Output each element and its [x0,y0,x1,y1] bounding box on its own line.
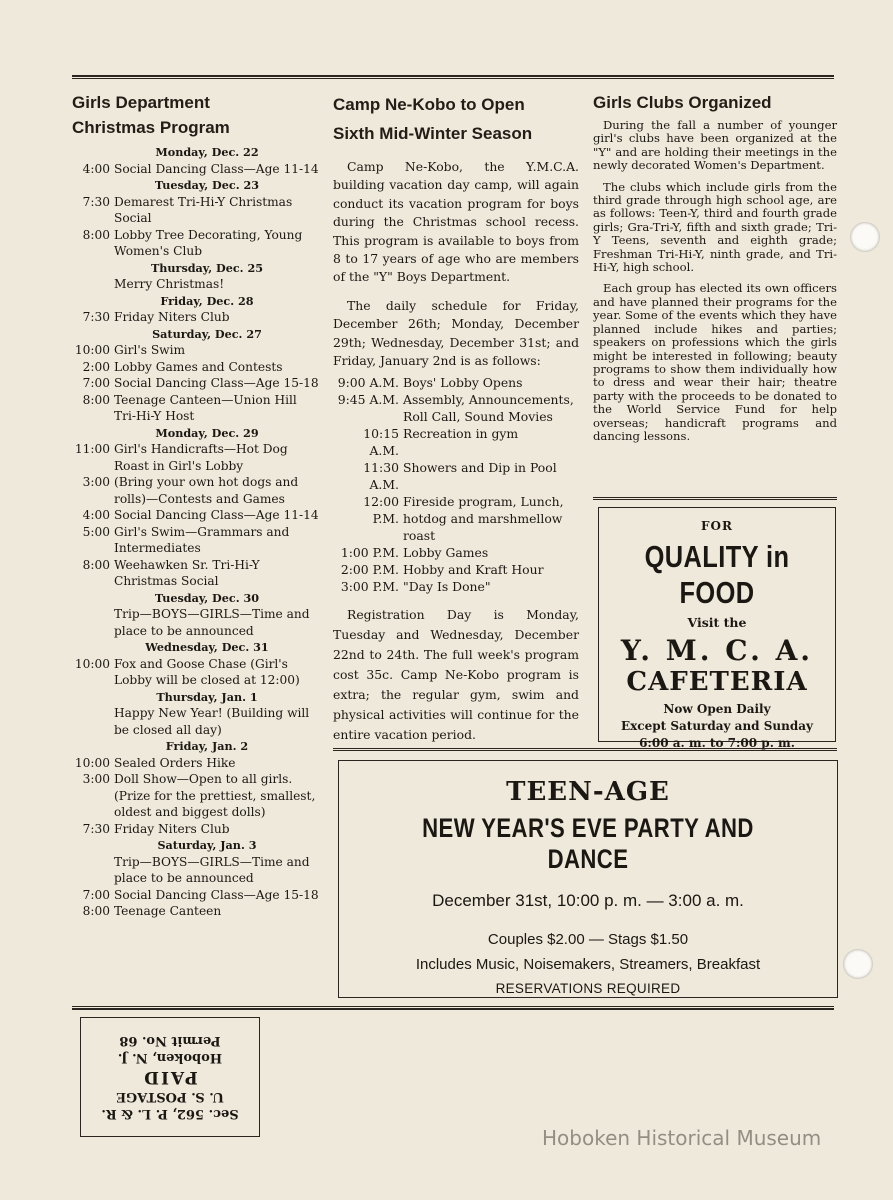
camp-schedule-time: 1:00 P.M. [340,545,399,561]
ad-for-text: FOR [701,519,733,533]
girls-clubs-paragraph-1: During the fall a number of younger girl's clubs have been organized at the "Y" and are holding their meetings in the newly decorated Women's Department. [593,118,837,173]
schedule-time: 4:00 [82,161,110,176]
schedule-entry [72,194,322,227]
museum-watermark: Hoboken Historical Museum [542,1126,822,1150]
party-top-rule [333,748,837,751]
party-advertisement [338,760,838,998]
schedule-entry [72,227,322,260]
schedule-description: Social Dancing Class—Age 11-14 [114,161,319,176]
camp-schedule-description: Hobby and Kraft Hour [403,562,544,578]
girls-clubs-column [593,90,837,443]
schedule-time: 10:00 [74,755,110,770]
camp-schedule-entry [333,544,579,561]
camp-schedule-entry [333,459,579,493]
schedule-day-heading: Wednesday, Dec. 31 [145,640,269,654]
schedule-description: Merry Christmas! [114,277,225,291]
schedule-time: 3:00 [82,475,110,489]
schedule-time: 7:00 [82,376,110,390]
schedule-day-heading: Thursday, Dec. 25 [150,260,264,275]
camp-schedule-description: Recreation in gym [403,426,519,442]
camp-schedule-entry [333,493,579,544]
bottom-rule [72,1006,834,1010]
schedule-time: 10:00 [74,343,110,357]
schedule-day-heading: Thursday, Jan. 1 [156,689,258,704]
schedule-time: 7:30 [82,821,110,836]
cafeteria-advertisement [598,507,836,750]
girls-clubs-paragraph-3: Each group has elected its own officers and have planned their programs for the year. Some of the events which they have planned include hikes and parties; speakers on professions which the girls might be interested in following; beauty programs to show them individually how to dress and wear their hair; theatre party with the proceeds to be donated to the World Service Fund for help overseas; handicraft programs and dancing lessons. [593,281,837,443]
schedule-description: Fox and Goose Chase (Girl's Lobby will be closed at 12:00) [114,656,300,687]
camp-nekobo-column [333,90,579,745]
schedule-description: (Bring your own hot dogs and rolls)—Contests and Games [114,475,299,506]
ad-hours-text: 6:00 a. m. to 7:00 p. m. [639,736,795,750]
schedule-entry [72,342,322,359]
schedule-day-heading: Tuesday, Dec. 23 [154,178,260,192]
party-date: December 31st, 10:00 p. m. — 3:00 a. m. [432,891,744,910]
schedule-description: Social Dancing Class—Age 11-14 [114,508,319,522]
schedule-description: Teenage Canteen—Union Hill Tri-Hi-Y Host [114,392,297,423]
camp-schedule-entry [333,561,579,578]
schedule-time: 5:00 [82,524,110,539]
schedule-entry [72,821,322,838]
schedule-time: 8:00 [82,227,110,242]
camp-schedule-intro: The daily schedule for Friday, December 26th; Monday, December 29th; Wednesday, December 31st; and Friday, January 2nd is as follows: [333,297,579,369]
ad-cafeteria-text: CAFETERIA [626,667,808,697]
camp-schedule-time: 2:00 P.M. [340,562,399,578]
schedule-time: 3:00 [82,772,110,786]
ad-except-text: Except Saturday and Sunday [620,719,814,733]
schedule-description: Trip—BOYS—GIRLS—Time and place to be announced [114,607,310,638]
top-rule [72,75,834,79]
schedule-description: Girl's Swim [114,343,186,357]
schedule-entry [72,507,322,524]
schedule-time: 4:00 [82,508,110,522]
schedule-day-heading: Saturday, Jan. 3 [157,838,257,852]
schedule-time [72,276,114,293]
party-teen-heading: TEEN-AGE [506,777,670,807]
schedule-day-heading: Friday, Jan. 2 [165,739,249,753]
camp-schedule-time: 9:00 A.M. [337,375,399,391]
schedule-day-heading: Saturday, Dec. 27 [152,326,262,341]
party-headline: NEW YEAR'S EVE PARTY AND DANCE [422,813,754,874]
schedule-time: 10:00 [74,656,110,671]
punch-hole-top [850,222,880,252]
schedule-description: Girl's Swim—Grammars and Intermediates [114,524,290,555]
schedule-day-heading: Tuesday, Dec. 30 [154,590,260,605]
camp-daily-schedule [333,374,579,595]
schedule-entry [72,705,322,738]
girls-clubs-paragraph-2: The clubs which include girls from the third grade through high school age, are as follows: Teen-Y, third and fourth grade girls; Gra-Tri-Y, fifth and sixth grade; Tri-Y Teens, seventh and eighth grade; Freshman Tri-Hi-Y, ninth grade, and Tri-Hi-Y, high school. [593,179,837,275]
schedule-time: 8:00 [82,392,110,407]
schedule-day-heading: Monday, Dec. 29 [155,425,259,440]
schedule-description: Friday Niters Club [114,310,230,324]
schedule-time: 7:30 [82,194,110,209]
schedule-time: 8:00 [82,904,110,918]
ad-ymca-text: Y. M. C. A. [620,634,814,667]
christmas-schedule [72,144,322,920]
camp-schedule-time: 11:30 A.M. [363,460,399,493]
schedule-description: Sealed Orders Hike [114,755,236,770]
postage-paid: PAID [142,1067,198,1087]
camp-schedule-entry [333,425,579,459]
schedule-description: Social Dancing Class—Age 15-18 [114,887,319,902]
schedule-time: 7:30 [82,310,110,324]
camp-schedule-description: Boys' Lobby Opens [403,375,523,391]
camp-schedule-entry [333,374,579,391]
schedule-time: 8:00 [82,557,110,572]
schedule-description: Social Dancing Class—Age 15-18 [114,376,319,390]
schedule-time: 11:00 [74,442,110,456]
camp-schedule-description: Lobby Games [403,545,489,561]
camp-schedule-time: 9:45 A.M. [337,392,399,408]
schedule-entry [72,606,322,639]
party-includes: Includes Music, Noisemakers, Streamers, Breakfast [415,956,761,973]
schedule-entry [72,474,322,507]
ad-open-text: Now Open Daily [663,702,771,716]
postage-line-4: Hoboken, N. J. [117,1050,223,1065]
postage-line-2: U. S. POSTAGE [116,1089,224,1104]
girls-department-column [72,90,322,920]
schedule-description: Demarest Tri-Hi-Y Christmas Social [114,194,293,225]
schedule-entry [72,392,322,425]
camp-schedule-entry [333,391,579,425]
schedule-time [72,854,114,887]
schedule-entry [72,755,322,772]
schedule-entry [72,375,322,392]
schedule-entry [72,903,322,920]
schedule-description: Happy New Year! (Building will be closed all day) [114,706,310,737]
ad-visit-text: Visit the [687,615,747,630]
schedule-entry [72,771,322,821]
schedule-time [72,606,114,639]
schedule-description: Doll Show—Open to all girls. (Prize for the prettiest, smallest, oldest and biggest dolls) [114,772,316,819]
schedule-entry [72,309,322,326]
camp-schedule-time: 3:00 P.M. [340,579,399,595]
schedule-entry [72,359,322,376]
camp-registration-paragraph: Registration Day is Monday, Tuesday and Wednesday, December 22nd to 24th. The full week's program cost 35c. Camp Ne-Kobo program is extra; the regular gym, swim and physical activities will continue for the entire vacation period. [333,607,579,743]
postage-line-1: Sec. 562, P. L. & R. [101,1106,239,1121]
camp-nekobo-title: Camp Ne-Kobo to Open Sixth Mid-Winter Season [333,95,533,143]
schedule-entry [72,441,322,474]
party-reservations: RESERVATIONS REQUIRED [495,981,681,996]
column3-divider [593,497,837,500]
schedule-entry [72,557,322,590]
ad-quality-headline: QUALITY in FOOD [644,539,790,610]
schedule-time: 7:00 [82,887,110,902]
party-price: Couples $2.00 — Stags $1.50 [487,931,689,948]
girls-clubs-title: Girls Clubs Organized [593,93,772,112]
schedule-time [72,705,114,738]
schedule-entry [72,161,322,178]
schedule-description: Trip—BOYS—GIRLS—Time and place to be announced [114,854,310,885]
schedule-description: Weehawken Sr. Tri-Hi-Y Christmas Social [114,557,260,588]
schedule-time: 2:00 [82,359,110,374]
camp-schedule-time: 10:15 A.M. [363,426,399,459]
camp-schedule-description: Assembly, Announcements, Roll Call, Sound Movies [403,392,574,425]
schedule-day-heading: Monday, Dec. 22 [155,145,259,159]
camp-schedule-description: "Day Is Done" [403,579,491,595]
punch-hole-bottom [843,949,873,979]
schedule-description: Girl's Handicrafts—Hot Dog Roast in Girl's Lobby [114,442,288,473]
postage-line-5: Permit No. 68 [119,1033,221,1048]
schedule-description: Lobby Tree Decorating, Young Women's Club [114,227,303,258]
schedule-entry [72,887,322,904]
schedule-day-heading: Friday, Dec. 28 [160,293,254,308]
schedule-description: Lobby Games and Contests [114,359,283,374]
schedule-entry [72,656,322,689]
camp-intro-paragraph: Camp Ne-Kobo, the Y.M.C.A. building vacation day camp, will again conduct its vacation program for boys during the Christmas school recess. This program is available to boys from 8 to 17 years of age who are members of the "Y" Boys Department. [333,159,579,285]
girls-department-title: Girls Department Christmas Program [72,93,230,137]
schedule-description: Teenage Canteen [114,904,222,918]
camp-schedule-description: Fireside program, Lunch, hotdog and marshmellow roast [403,494,564,544]
schedule-entry [72,524,322,557]
schedule-entry [72,854,322,887]
camp-schedule-time: 12:00 P.M. [363,494,399,527]
camp-schedule-entry [333,578,579,595]
schedule-description: Friday Niters Club [114,821,230,836]
camp-schedule-description: Showers and Dip in Pool [403,460,557,476]
postage-permit-box [80,1017,260,1137]
schedule-entry [72,276,322,293]
